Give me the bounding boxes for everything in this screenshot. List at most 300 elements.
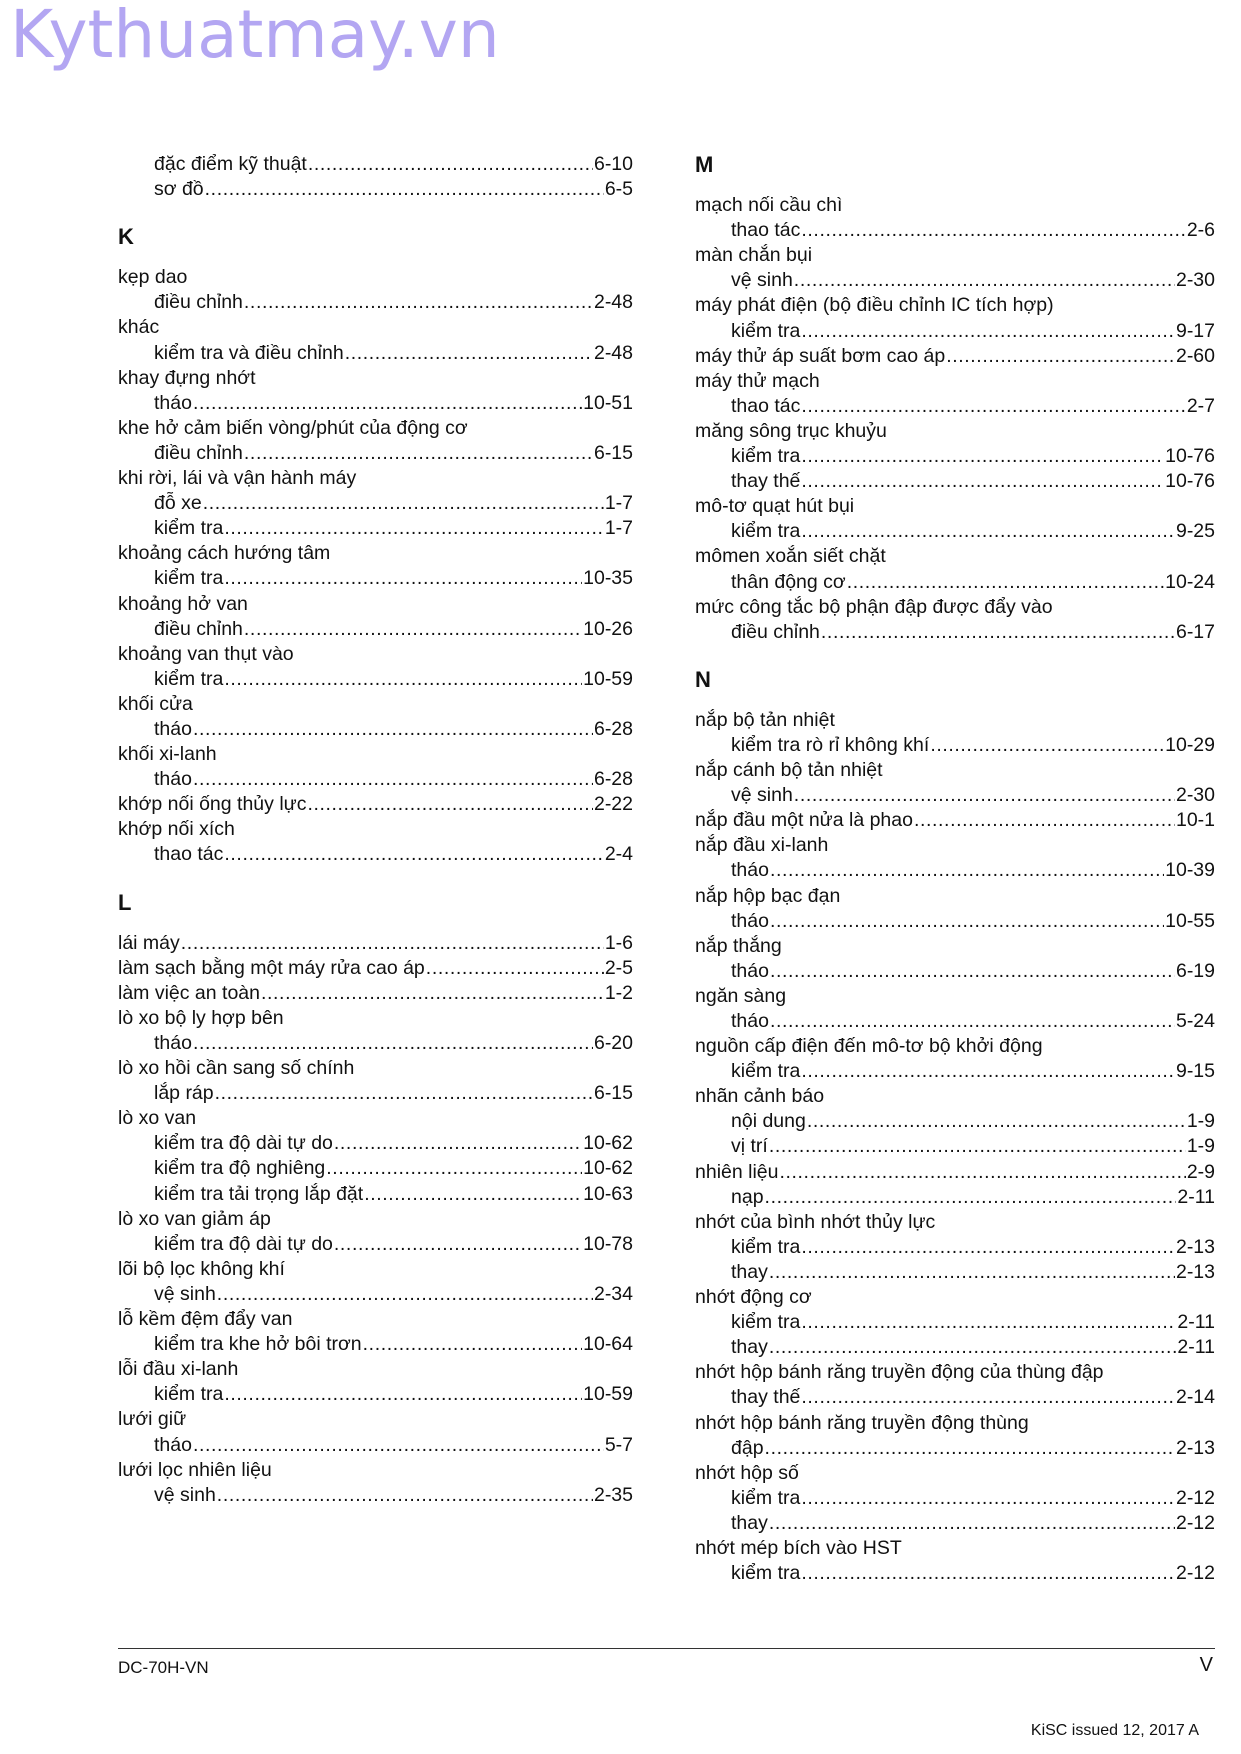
index-subentry <box>695 1486 1215 1511</box>
index-entry <box>695 1160 1215 1185</box>
index-entry <box>118 1357 633 1382</box>
entry-label: lò xo bộ ly hợp bên <box>118 1006 284 1029</box>
index-subentry <box>118 391 633 416</box>
page-reference: 1-7 <box>604 492 633 515</box>
entry-label: lò xo van giảm áp <box>118 1207 271 1230</box>
entry-label: tháo <box>731 1010 769 1032</box>
dot-leader <box>801 519 1175 544</box>
dot-leader <box>224 516 603 541</box>
page-reference: 9-17 <box>1175 319 1215 342</box>
entry-label: khác <box>118 316 160 339</box>
entry-label: kiểm tra <box>154 517 224 540</box>
index-subentry <box>695 469 1215 494</box>
index-entry <box>118 1257 633 1282</box>
index-subentry <box>118 1433 633 1458</box>
entry-label: tháo <box>731 959 769 982</box>
entry-label: nhiên liệu <box>695 1160 779 1183</box>
entry-label: lõi bộ lọc không khí <box>118 1257 285 1280</box>
entry-label: lò xo van <box>118 1107 197 1130</box>
index-subentry <box>695 620 1215 645</box>
index-subentry <box>695 1134 1215 1159</box>
entry-label: thay thế <box>731 1386 801 1409</box>
page-reference: 2-13 <box>1175 1436 1215 1459</box>
index-entry <box>695 1084 1215 1109</box>
entry-label: nhớt của bình nhớt thủy lực <box>695 1210 936 1233</box>
index-entry <box>118 466 633 491</box>
dot-leader <box>801 1561 1175 1586</box>
dot-leader <box>770 858 1164 883</box>
page-reference: 6-19 <box>1175 959 1215 982</box>
dot-leader <box>244 290 593 315</box>
dot-leader <box>193 717 593 742</box>
dot-leader <box>801 218 1185 243</box>
page-reference: 2-12 <box>1175 1511 1215 1534</box>
document-code: DC-70H-VN <box>118 1658 209 1677</box>
dot-leader <box>769 1134 1186 1159</box>
entry-label: máy phát điện (bộ điều chỉnh IC tích hợp) <box>695 294 1054 317</box>
entry-label: vệ sinh <box>154 1483 216 1506</box>
entry-label: máy thử mạch <box>695 369 820 392</box>
index-subentry <box>118 441 633 466</box>
entry-label: ngăn sàng <box>695 984 787 1007</box>
index-entry <box>118 1407 633 1432</box>
dot-leader <box>801 394 1185 419</box>
page-reference: 6-10 <box>593 153 633 175</box>
footer-divider <box>118 1648 1215 1649</box>
entry-label: kiểm tra tải trọng lắp đặt <box>154 1182 364 1205</box>
dot-leader <box>244 441 593 466</box>
issue-note: KiSC issued 12, 2017 A <box>1030 1722 1199 1739</box>
dot-leader <box>770 909 1164 934</box>
entry-label: đặc điểm kỹ thuật <box>154 153 307 175</box>
page-reference: 10-62 <box>583 1157 633 1180</box>
entry-label: làm sạch bằng một máy rửa cao áp <box>118 956 425 979</box>
page-reference: 10-26 <box>583 617 633 640</box>
page-reference: 2-5 <box>604 956 633 979</box>
dot-leader <box>914 808 1175 833</box>
index-subentry <box>695 1511 1215 1536</box>
watermark-logo: Kythuatmay.vn <box>10 0 500 73</box>
index-subentry <box>695 858 1215 883</box>
entry-label: nắp cánh bộ tản nhiệt <box>695 759 883 782</box>
index-entry <box>118 592 633 617</box>
index-entry <box>695 293 1215 318</box>
index-subentry <box>695 570 1215 595</box>
index-entry <box>118 1106 633 1131</box>
index-entry <box>118 1207 633 1232</box>
entry-label: đập <box>731 1436 764 1459</box>
entry-label: khi rời, lái và vận hành máy <box>118 467 357 490</box>
index-entry <box>118 956 633 981</box>
dot-leader <box>801 469 1164 494</box>
page-reference: 6-15 <box>593 1082 633 1105</box>
entry-label: vị trí <box>731 1135 768 1158</box>
page-reference: 2-48 <box>593 341 633 364</box>
entry-label: măng sông trục khuỷu <box>695 419 887 442</box>
entry-label: điều chỉnh <box>154 617 243 640</box>
dot-leader <box>769 1511 1175 1536</box>
index-entry <box>118 981 633 1006</box>
index-subentry <box>118 717 633 742</box>
index-entry <box>118 265 633 290</box>
index-entry <box>118 692 633 717</box>
index-subentry <box>695 394 1215 419</box>
dot-leader <box>364 1182 582 1207</box>
entry-label: nắp đầu một nửa là phao <box>695 809 913 832</box>
dot-leader <box>224 1382 582 1407</box>
index-entry <box>695 419 1215 444</box>
index-subentry <box>118 1081 633 1106</box>
page-reference: 2-12 <box>1175 1486 1215 1509</box>
dot-leader <box>308 152 593 177</box>
page-number: V <box>1199 1654 1213 1676</box>
page-reference: 10-1 <box>1175 809 1215 832</box>
index-entry <box>695 1360 1215 1385</box>
section-letter-heading: N <box>695 666 711 692</box>
dot-leader <box>801 1385 1175 1410</box>
entry-label: khoảng van thụt vào <box>118 642 294 665</box>
page-reference: 2-13 <box>1175 1260 1215 1283</box>
dot-leader <box>807 1109 1186 1134</box>
entry-label: nhớt mép bích vào HST <box>695 1536 902 1559</box>
index-subentry <box>118 617 633 642</box>
dot-leader <box>181 931 604 956</box>
index-subentry <box>695 218 1215 243</box>
dot-leader <box>334 1232 582 1257</box>
entry-label: tháo <box>154 1032 192 1054</box>
index-entry <box>695 833 1215 858</box>
entry-label: nội dung <box>731 1110 806 1133</box>
entry-label: nắp bộ tản nhiệt <box>695 708 835 731</box>
dot-leader <box>217 1282 593 1307</box>
entry-label: kiểm tra <box>731 1562 801 1585</box>
index-entry <box>118 541 633 566</box>
entry-label: khối cửa <box>118 692 193 715</box>
index-entry <box>695 1411 1215 1436</box>
entry-label: nắp hộp bạc đạn <box>695 884 841 907</box>
entry-label: lỗi đầu xi-lanh <box>118 1358 239 1381</box>
index-entry <box>118 416 633 441</box>
entry-label: kiểm tra <box>154 1383 224 1406</box>
entry-label: lưới lọc nhiên liệu <box>118 1458 272 1481</box>
entry-label: nắp thắng <box>695 934 782 957</box>
section-letter-heading: K <box>118 224 134 250</box>
dot-leader <box>217 1483 593 1508</box>
entry-label: khe hở cảm biến vòng/phút của động cơ <box>118 416 468 439</box>
index-subentry <box>118 491 633 516</box>
index-entry <box>118 315 633 340</box>
dot-leader <box>847 570 1164 595</box>
page-reference: 2-6 <box>1186 219 1215 242</box>
index-subentry <box>118 1332 633 1357</box>
dot-leader <box>801 319 1175 344</box>
index-subentry <box>695 783 1215 808</box>
page-reference: 2-11 <box>1177 1336 1215 1359</box>
page-reference: 5-7 <box>604 1433 633 1456</box>
index-entry <box>118 931 633 956</box>
entry-label: mức công tắc bộ phận đập được đẩy vào <box>695 595 1053 618</box>
index-subentry <box>118 1156 633 1181</box>
page-reference: 1-9 <box>1186 1135 1215 1158</box>
page-reference: 2-34 <box>593 1282 633 1305</box>
page-reference: 10-59 <box>583 667 633 690</box>
entry-label: kiểm tra độ dài tự do <box>154 1232 333 1255</box>
entry-label: mạch nối cầu chì <box>695 194 843 217</box>
dot-leader <box>205 177 604 202</box>
entry-label: nắp đầu xi-lanh <box>695 834 829 857</box>
index-entry <box>695 1034 1215 1059</box>
index-entry <box>695 369 1215 394</box>
entry-label: làm việc an toàn <box>118 981 260 1004</box>
dot-leader <box>769 1260 1175 1285</box>
index-column-left <box>118 152 633 1508</box>
page-reference: 2-60 <box>1175 344 1215 367</box>
page-reference: 5-24 <box>1175 1010 1215 1032</box>
dot-leader <box>363 1332 582 1357</box>
index-entry <box>118 366 633 391</box>
index-entry <box>695 243 1215 268</box>
entry-label: nguồn cấp điện đến mô-tơ bộ khởi động <box>695 1035 1043 1058</box>
index-entry <box>118 1458 633 1483</box>
index-subentry <box>118 667 633 692</box>
page-reference: 6-15 <box>593 441 633 464</box>
index-subentry <box>695 1436 1215 1461</box>
entry-label: kiểm tra <box>731 1235 801 1258</box>
entry-label: kiểm tra <box>731 1060 801 1083</box>
page-reference: 6-17 <box>1175 620 1215 643</box>
index-subentry <box>118 1131 633 1156</box>
entry-label: tháo <box>154 768 192 791</box>
entry-label: kiểm tra <box>154 567 224 590</box>
entry-label: mômen xoắn siết chặt <box>695 545 886 568</box>
entry-label: thao tác <box>731 394 801 417</box>
dot-leader <box>261 981 604 1006</box>
index-subentry <box>118 1031 633 1056</box>
page-reference: 2-30 <box>1175 269 1215 292</box>
dot-leader <box>193 391 582 416</box>
page-reference: 10-59 <box>583 1383 633 1406</box>
entry-label: điều chỉnh <box>154 291 243 314</box>
page-reference: 2-12 <box>1175 1562 1215 1585</box>
page-reference: 10-29 <box>1165 733 1215 756</box>
entry-label: kẹp dao <box>118 266 188 289</box>
page-reference: 1-9 <box>1186 1110 1215 1133</box>
page-reference: 2-13 <box>1175 1235 1215 1258</box>
entry-label: tháo <box>731 859 769 882</box>
index-entry <box>695 494 1215 519</box>
index-subentry <box>695 1109 1215 1134</box>
index-subentry <box>695 1335 1215 1360</box>
index-subentry <box>695 519 1215 544</box>
entry-label: tháo <box>731 909 769 932</box>
dot-leader <box>193 767 593 792</box>
entry-label: thao tác <box>731 219 801 242</box>
dot-leader <box>801 1059 1175 1084</box>
entry-label: khớp nối ống thủy lực <box>118 793 307 816</box>
entry-label: nạp <box>731 1185 764 1208</box>
dot-leader <box>345 341 593 366</box>
page-reference: 2-7 <box>1186 394 1215 417</box>
entry-label: kiểm tra <box>731 319 801 342</box>
index-entry <box>695 984 1215 1009</box>
index-entry <box>118 1006 633 1031</box>
dot-leader <box>224 842 603 867</box>
dot-leader <box>821 620 1175 645</box>
entry-label: máy thử áp suất bơm cao áp <box>695 344 946 367</box>
index-subentry <box>118 842 633 867</box>
dot-leader <box>769 1335 1177 1360</box>
dot-leader <box>770 1009 1175 1034</box>
entry-label: thao tác <box>154 843 224 866</box>
page-reference: 10-24 <box>1165 570 1215 593</box>
index-subentry <box>695 1561 1215 1586</box>
dot-leader <box>215 1081 593 1106</box>
entry-label: khớp nối xích <box>118 818 235 841</box>
entry-label: thay thế <box>731 470 801 493</box>
index-entry <box>695 884 1215 909</box>
index-subentry <box>695 1310 1215 1335</box>
index-subentry <box>118 1483 633 1508</box>
page-reference: 2-35 <box>593 1483 633 1506</box>
page-reference: 10-64 <box>583 1333 633 1356</box>
entry-label: điều chỉnh <box>154 441 243 464</box>
index-subentry <box>695 268 1215 293</box>
index-subentry <box>118 177 633 202</box>
entry-label: khoảng cách hướng tâm <box>118 542 331 565</box>
entry-label: sơ đồ <box>154 178 204 201</box>
index-subentry <box>695 1059 1215 1084</box>
entry-label: kiểm tra rò rỉ không khí <box>731 733 930 756</box>
entry-label: kiểm tra <box>731 1311 801 1334</box>
index-subentry <box>118 767 633 792</box>
entry-label: nhớt hộp bánh răng truyền động của thùng đập <box>695 1361 1104 1384</box>
page-reference: 10-62 <box>583 1132 633 1155</box>
entry-label: thân động cơ <box>731 570 846 593</box>
index-subentry <box>118 1282 633 1307</box>
entry-label: kiểm tra <box>731 445 801 468</box>
page-reference: 1-6 <box>604 931 633 954</box>
dot-leader <box>801 1310 1176 1335</box>
entry-label: khối xi-lanh <box>118 743 217 766</box>
page-reference: 2-4 <box>604 843 633 866</box>
page-reference: 9-25 <box>1175 520 1215 543</box>
entry-label: thay <box>731 1260 768 1283</box>
page-reference: 10-39 <box>1165 859 1215 882</box>
dot-leader <box>307 792 593 817</box>
index-subentry <box>695 909 1215 934</box>
page-reference: 2-11 <box>1177 1311 1215 1334</box>
page-reference: 2-30 <box>1175 784 1215 807</box>
page-reference: 1-7 <box>604 517 633 540</box>
index-entry <box>695 1461 1215 1486</box>
entry-label: khay đựng nhớt <box>118 366 256 389</box>
entry-label: nhãn cảnh báo <box>695 1085 825 1108</box>
entry-label: nhớt hộp bánh răng truyền động thùng <box>695 1411 1029 1434</box>
index-subentry <box>695 1235 1215 1260</box>
entry-label: thay <box>731 1336 768 1359</box>
entry-label: lỗ kềm đệm đẩy van <box>118 1308 293 1331</box>
entry-label: tháo <box>154 391 192 414</box>
dot-leader <box>193 1031 593 1056</box>
index-entry <box>695 1210 1215 1235</box>
page-reference: 10-76 <box>1165 445 1215 468</box>
dot-leader <box>203 491 604 516</box>
entry-label: thay <box>731 1511 768 1534</box>
entry-label: đỗ xe <box>154 492 202 515</box>
index-entry <box>695 193 1215 218</box>
index-subentry <box>695 959 1215 984</box>
index-subentry <box>695 733 1215 758</box>
page-reference: 6-28 <box>593 768 633 791</box>
page-reference: 10-76 <box>1165 470 1215 493</box>
entry-label: tháo <box>154 717 192 740</box>
dot-leader <box>224 667 582 692</box>
entry-label: kiểm tra độ dài tự do <box>154 1132 333 1155</box>
index-subentry <box>695 1009 1215 1034</box>
dot-leader <box>426 956 604 981</box>
page-reference: 2-22 <box>593 793 633 816</box>
dot-leader <box>801 444 1164 469</box>
page-reference: 2-14 <box>1175 1386 1215 1409</box>
index-entry <box>695 1536 1215 1561</box>
dot-leader <box>794 783 1175 808</box>
index-entry <box>695 758 1215 783</box>
entry-label: điều chỉnh <box>731 620 820 643</box>
entry-label: tháo <box>154 1433 192 1456</box>
index-entry <box>695 595 1215 620</box>
index-subentry <box>118 290 633 315</box>
page-reference: 10-63 <box>583 1182 633 1205</box>
entry-label: lưới giữ <box>118 1408 187 1431</box>
dot-leader <box>244 617 582 642</box>
entry-label: mô-tơ quạt hút bụi <box>695 495 855 518</box>
index-subentry <box>118 1382 633 1407</box>
dot-leader <box>779 1160 1185 1185</box>
index-entry <box>118 742 633 767</box>
index-entry <box>118 792 633 817</box>
index-entry <box>695 708 1215 733</box>
entry-label: nhớt động cơ <box>695 1286 812 1309</box>
index-subentry <box>695 1185 1215 1210</box>
entry-label: vệ sinh <box>731 269 793 292</box>
entry-label: lắp ráp <box>154 1082 214 1105</box>
page-reference: 6-5 <box>604 178 633 201</box>
index-entry <box>118 1307 633 1332</box>
dot-leader <box>193 1433 604 1458</box>
dot-leader <box>801 1486 1175 1511</box>
entry-label: màn chắn bụi <box>695 244 813 267</box>
dot-leader <box>930 733 1164 758</box>
index-subentry <box>118 341 633 366</box>
entry-label: vệ sinh <box>731 784 793 807</box>
entry-label: kiểm tra <box>154 667 224 690</box>
page-reference: 10-51 <box>583 391 633 414</box>
index-entry <box>118 1056 633 1081</box>
page-reference: 6-28 <box>593 717 633 740</box>
dot-leader <box>765 1436 1175 1461</box>
index-entry <box>695 1285 1215 1310</box>
page-reference: 1-2 <box>604 981 633 1004</box>
entry-label: kiểm tra khe hở bôi trơn <box>154 1333 362 1356</box>
entry-label: kiểm tra <box>731 1486 801 1509</box>
index-column-right <box>695 152 1215 1586</box>
dot-leader <box>801 1235 1175 1260</box>
entry-label: nhớt hộp số <box>695 1461 799 1484</box>
entry-label: kiểm tra <box>731 520 801 543</box>
dot-leader <box>794 268 1175 293</box>
index-subentry <box>118 1232 633 1257</box>
page-reference: 10-35 <box>583 567 633 590</box>
